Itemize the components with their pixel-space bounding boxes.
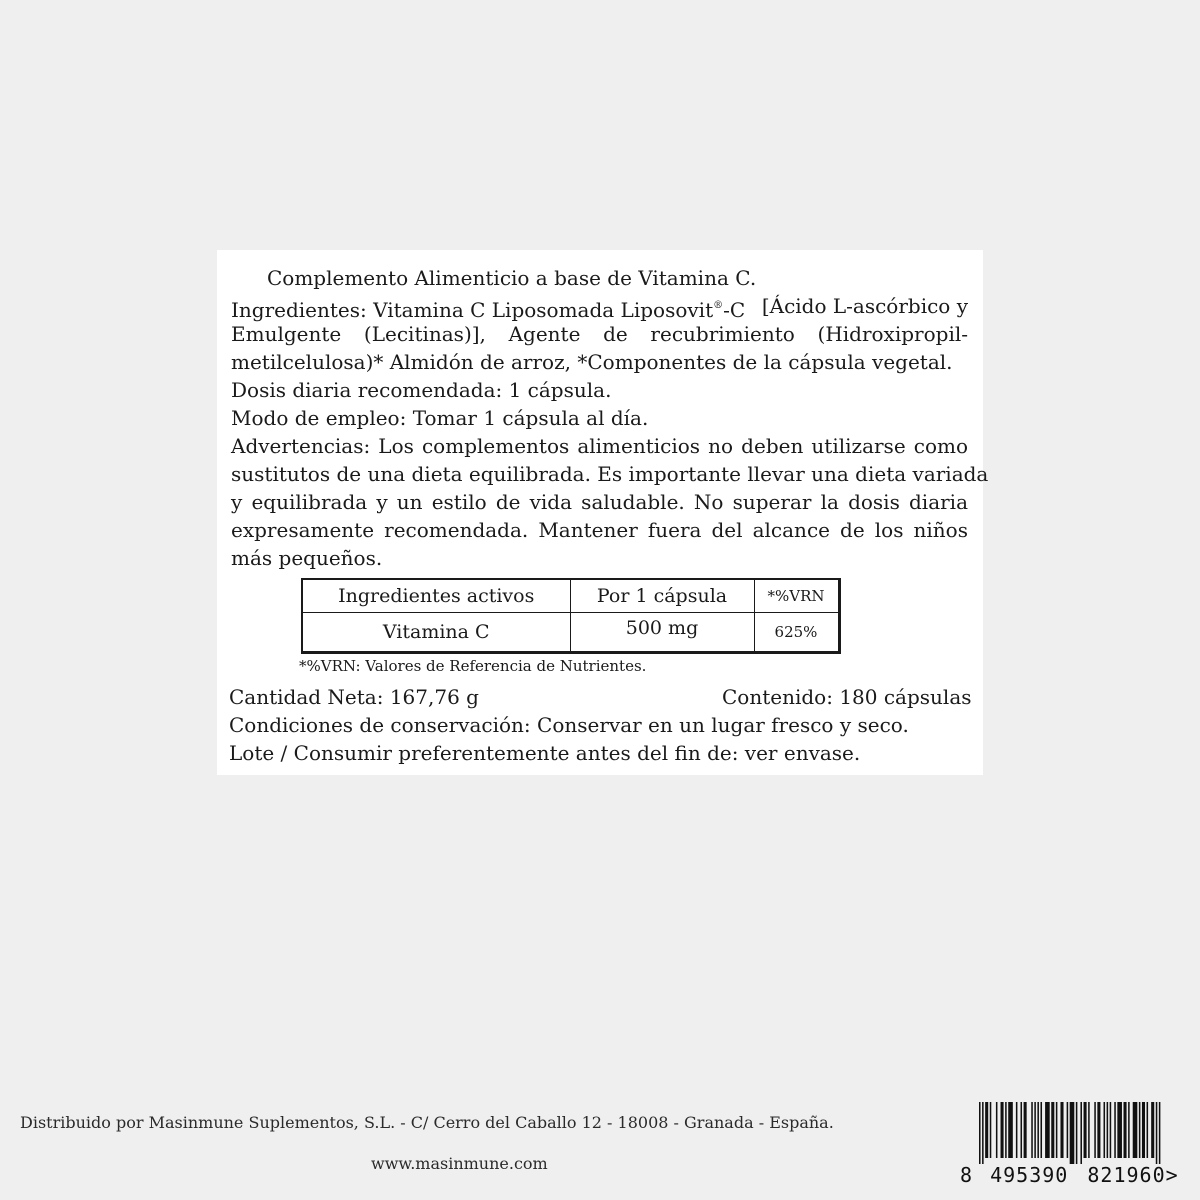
- barcode-bar: [990, 1102, 992, 1158]
- barcode-end-mark: >: [1165, 1163, 1179, 1187]
- ingredients-text-a: Ingredientes: Vitamina C Liposomada Liposovit: [231, 298, 714, 322]
- barcode-bar: [1114, 1102, 1116, 1158]
- cell-amount: 500 mg: [570, 613, 754, 653]
- barcode-bar: [1040, 1102, 1042, 1158]
- barcode-bar: [1156, 1102, 1158, 1164]
- barcode-bar: [1067, 1102, 1069, 1158]
- barcode-bar: [1159, 1102, 1161, 1164]
- ingredients-line-3: metilcelulosa)* Almidón de arroz, *Componentes de la cápsula vegetal.: [231, 350, 953, 374]
- registered-mark: ®: [713, 300, 724, 311]
- ingredients-text-c: [Ácido L-ascórbico y: [761, 294, 968, 318]
- barcode-bar: [982, 1102, 984, 1164]
- barcode-bar: [1060, 1102, 1063, 1158]
- table-row: [302, 613, 839, 653]
- usage-text: Modo de empleo: Tomar 1 cápsula al día.: [231, 406, 649, 430]
- cell-vrn: 625%: [754, 613, 839, 653]
- barcode-bar: [1124, 1102, 1127, 1158]
- barcode-bar: [1037, 1102, 1039, 1158]
- barcode-bar: [1142, 1102, 1145, 1158]
- barcode-bar: [1024, 1102, 1027, 1158]
- barcode-bar: [1008, 1102, 1013, 1158]
- warnings-line-5: más pequeños.: [231, 546, 383, 570]
- barcode-first-digit: 8: [960, 1163, 974, 1187]
- barcode-bar: [1021, 1102, 1023, 1158]
- barcode-bar: [1128, 1102, 1130, 1158]
- barcode-bar: [1034, 1102, 1036, 1158]
- barcode-bar: [1139, 1102, 1141, 1158]
- barcode-bar: [1133, 1102, 1138, 1158]
- table-header-row: [302, 579, 839, 613]
- product-label: [217, 250, 989, 775]
- table-footnote: *%VRN: Valores de Referencia de Nutrientes.: [299, 657, 647, 675]
- barcode-digits: [960, 1162, 1179, 1188]
- barcode-bar: [1080, 1102, 1082, 1164]
- barcode-bar: [1056, 1102, 1058, 1158]
- barcode-bar: [1110, 1102, 1112, 1158]
- barcode-icon: [978, 1102, 1164, 1164]
- barcode-bar: [1094, 1102, 1096, 1158]
- barcode-bar: [1031, 1102, 1033, 1158]
- barcode-bar: [1117, 1102, 1122, 1158]
- warnings-line-3: y equilibrada y un estilo de vida saludable. No superar la dosis diaria: [231, 490, 968, 514]
- dosage-text: Dosis diaria recomendada: 1 cápsula.: [231, 378, 612, 402]
- header-per-capsule: Por 1 cápsula: [570, 579, 754, 613]
- batch-expiry: Lote / Consumir preferentemente antes del fin de: ver envase.: [229, 741, 861, 765]
- net-quantity: Cantidad Neta: 167,76 g: [229, 685, 479, 709]
- barcode-bar: [1001, 1102, 1004, 1158]
- barcode-bar: [1151, 1102, 1154, 1158]
- barcode-bar: [1084, 1102, 1087, 1158]
- nutrition-table: [301, 578, 841, 654]
- product-title: Complemento Alimenticio a base de Vitamina C.: [267, 266, 757, 290]
- barcode-bar: [1005, 1102, 1007, 1158]
- barcode-bar: [1097, 1102, 1100, 1158]
- barcode-bar: [1088, 1102, 1090, 1158]
- cell-ingredient-name: Vitamina C: [302, 613, 570, 653]
- barcode-bar: [1045, 1102, 1050, 1158]
- barcode-bar: [1107, 1102, 1109, 1158]
- barcode-bar: [985, 1102, 988, 1158]
- warnings-line-4: expresamente recomendada. Mantener fuera del alcance de los niños: [231, 518, 968, 542]
- barcode-group-1: 495390: [990, 1163, 1069, 1187]
- barcode-bar: [1016, 1102, 1018, 1158]
- barcode-bar: [979, 1102, 981, 1164]
- distributor-info: Distribuido por Masinmune Suplementos, S.L. - C/ Cerro del Caballo 12 - 18008 - Granada - España.: [20, 1113, 834, 1132]
- barcode-bar: [1147, 1102, 1149, 1158]
- barcode-group-2: 821960: [1087, 1163, 1166, 1187]
- header-vrn: *%VRN: [754, 579, 839, 613]
- barcode-bar: [1070, 1102, 1075, 1164]
- warnings-line-1: Advertencias: Los complementos alimenticios no deben utilizarse como: [231, 434, 968, 458]
- storage-conditions: Condiciones de conservación: Conservar en un lugar fresco y seco.: [229, 713, 909, 737]
- content-count: Contenido: 180 cápsulas: [722, 685, 972, 709]
- warnings-line-2: sustitutos de una dieta equilibrada. Es importante llevar una dieta variada: [231, 462, 989, 486]
- barcode-bar: [996, 1102, 998, 1158]
- barcode-bar: [1104, 1102, 1106, 1158]
- website-link[interactable]: www.masinmune.com: [371, 1154, 548, 1173]
- barcode-bar: [1076, 1102, 1078, 1164]
- header-ingredients: Ingredientes activos: [302, 579, 570, 613]
- ingredients-line-2: Emulgente (Lecitinas)], Agente de recubrimiento (Hidroxipropil-: [231, 322, 968, 346]
- ingredients-text-b: -C: [723, 298, 746, 322]
- barcode-bar: [1051, 1102, 1054, 1158]
